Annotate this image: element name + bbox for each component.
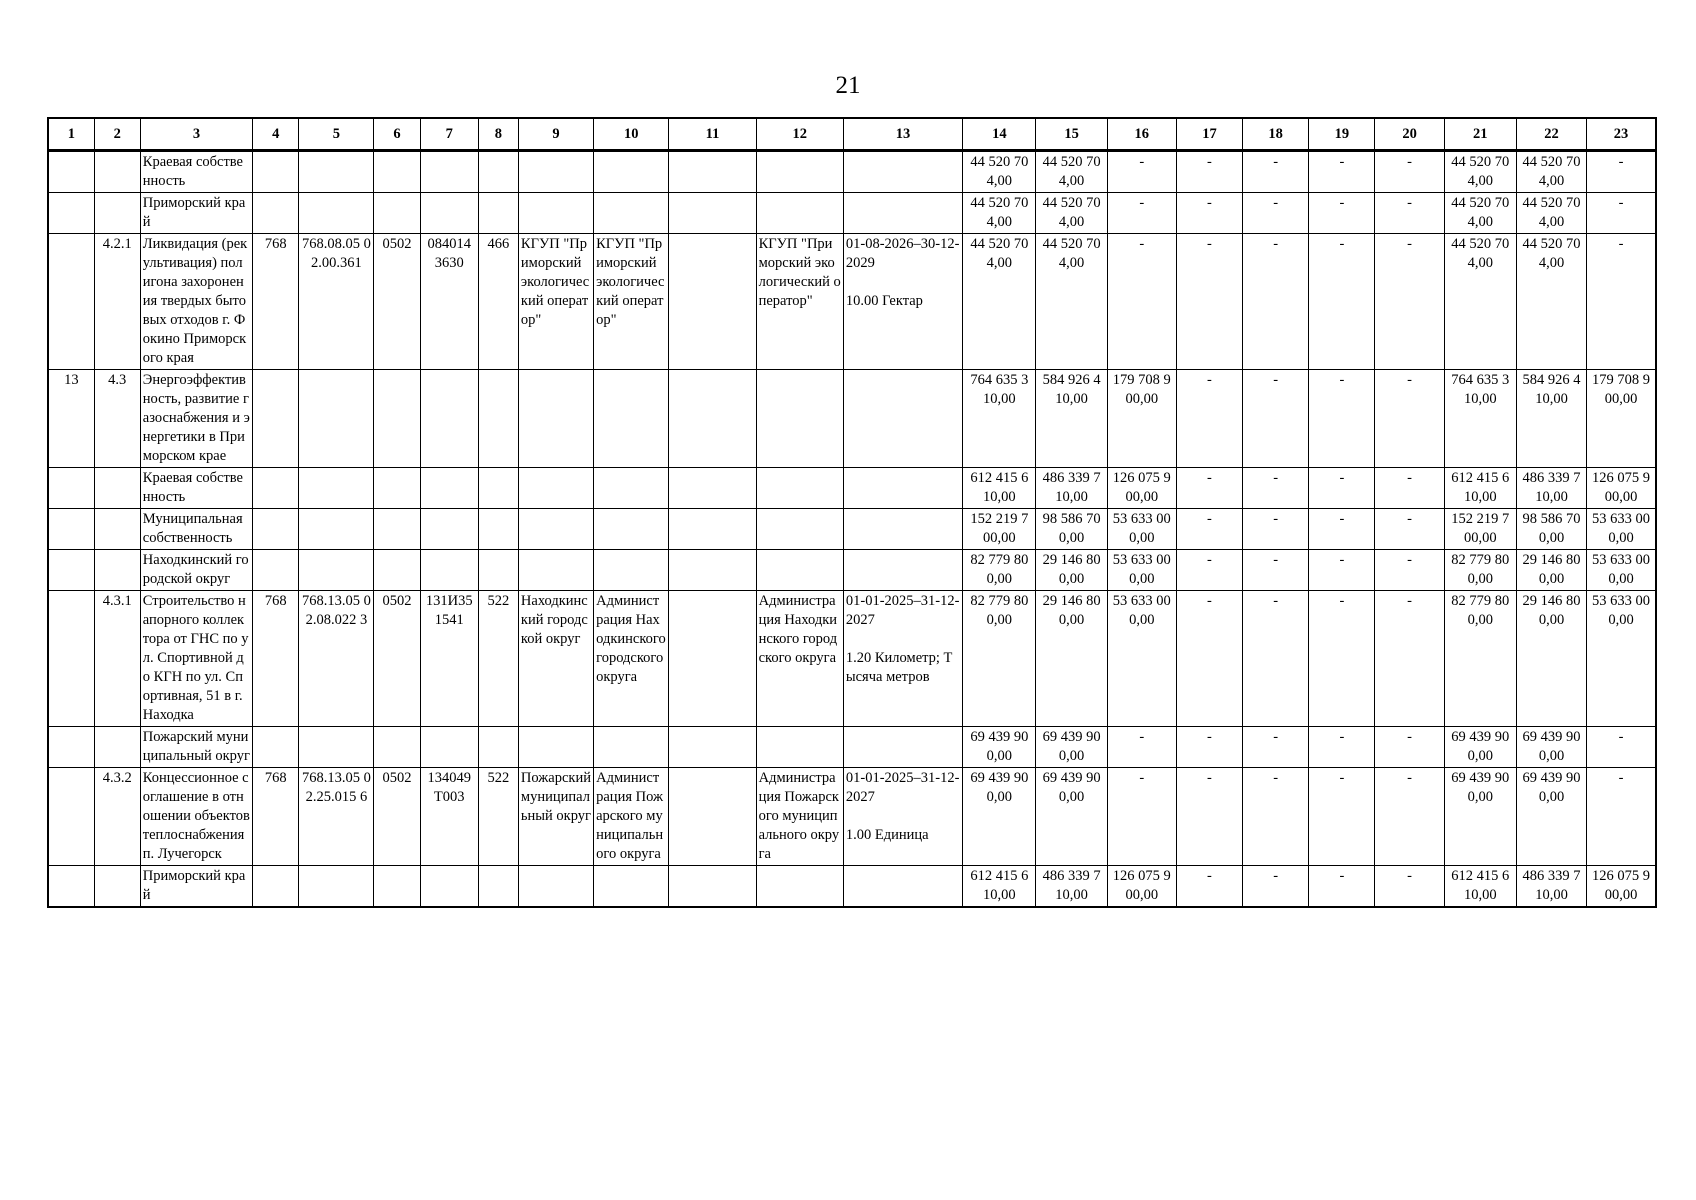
cell-col-1 — [48, 234, 94, 370]
cell-col-16: 53 633 00 0,00 — [1107, 509, 1176, 550]
cell-col-2 — [94, 866, 140, 908]
cell-col-17: - — [1176, 768, 1242, 866]
cell-col-20: - — [1375, 151, 1444, 193]
cell-col-3: Ликвидация (рекультивация) полигона захоронения твердых бытовых отходов г. Фокино Приморского края — [140, 234, 252, 370]
cell-col-2 — [94, 727, 140, 768]
cell-col-9 — [518, 550, 593, 591]
cell-col-11 — [669, 591, 756, 727]
cell-col-17: - — [1176, 234, 1242, 370]
column-header-16: 16 — [1107, 118, 1176, 151]
cell-col-8 — [478, 550, 518, 591]
cell-col-14: 69 439 90 0,00 — [963, 768, 1036, 866]
cell-col-7: 134049 Т003 — [420, 768, 478, 866]
cell-col-2 — [94, 509, 140, 550]
cell-col-3: Пожарский муниципальный округ — [140, 727, 252, 768]
cell-col-13: 01-01-2025–31-12-2027 1.00 Единица — [843, 768, 962, 866]
table-row — [48, 866, 1656, 908]
cell-col-22: 44 520 70 4,00 — [1516, 151, 1586, 193]
cell-col-9: Находкинский городской округ — [518, 591, 593, 727]
table-row — [48, 468, 1656, 509]
cell-col-10 — [594, 151, 669, 193]
cell-col-22: 29 146 80 0,00 — [1516, 550, 1586, 591]
cell-col-6 — [374, 151, 420, 193]
column-number-header-row — [48, 118, 1656, 151]
cell-col-5 — [299, 509, 374, 550]
cell-col-23: - — [1587, 151, 1656, 193]
column-header-8: 8 — [478, 118, 518, 151]
cell-col-8 — [478, 727, 518, 768]
cell-col-2 — [94, 550, 140, 591]
cell-col-15: 486 339 7 10,00 — [1036, 866, 1107, 908]
cell-col-16: 126 075 9 00,00 — [1107, 468, 1176, 509]
cell-col-1 — [48, 727, 94, 768]
cell-col-13 — [843, 468, 962, 509]
cell-col-1: 13 — [48, 370, 94, 468]
cell-col-15: 486 339 7 10,00 — [1036, 468, 1107, 509]
column-header-19: 19 — [1309, 118, 1375, 151]
cell-col-18: - — [1243, 591, 1309, 727]
cell-col-7 — [420, 151, 478, 193]
cell-col-12 — [756, 468, 843, 509]
cell-col-3: Краевая собственность — [140, 151, 252, 193]
cell-col-21: 44 520 70 4,00 — [1444, 234, 1516, 370]
cell-col-2: 4.3 — [94, 370, 140, 468]
cell-col-21: 152 219 7 00,00 — [1444, 509, 1516, 550]
cell-col-5 — [299, 866, 374, 908]
cell-col-12 — [756, 509, 843, 550]
cell-col-22: 44 520 70 4,00 — [1516, 193, 1586, 234]
cell-col-8 — [478, 193, 518, 234]
column-header-15: 15 — [1036, 118, 1107, 151]
cell-col-2: 4.2.1 — [94, 234, 140, 370]
cell-col-2: 4.3.2 — [94, 768, 140, 866]
cell-col-1 — [48, 151, 94, 193]
column-header-10: 10 — [594, 118, 669, 151]
column-header-2: 2 — [94, 118, 140, 151]
cell-col-20: - — [1375, 727, 1444, 768]
table-row — [48, 193, 1656, 234]
cell-col-19: - — [1309, 468, 1375, 509]
cell-col-21: 612 415 6 10,00 — [1444, 468, 1516, 509]
cell-col-23: - — [1587, 193, 1656, 234]
cell-col-18: - — [1243, 509, 1309, 550]
cell-col-11 — [669, 468, 756, 509]
cell-col-5 — [299, 151, 374, 193]
cell-col-4 — [253, 727, 299, 768]
cell-col-22: 69 439 90 0,00 — [1516, 727, 1586, 768]
cell-col-6 — [374, 468, 420, 509]
cell-col-6 — [374, 193, 420, 234]
cell-col-20: - — [1375, 370, 1444, 468]
cell-col-8 — [478, 370, 518, 468]
cell-col-11 — [669, 866, 756, 908]
cell-col-7 — [420, 193, 478, 234]
cell-col-13 — [843, 370, 962, 468]
cell-col-21: 82 779 80 0,00 — [1444, 550, 1516, 591]
cell-col-2 — [94, 468, 140, 509]
column-header-7: 7 — [420, 118, 478, 151]
cell-col-15: 584 926 4 10,00 — [1036, 370, 1107, 468]
cell-col-3: Приморский край — [140, 193, 252, 234]
cell-col-23: 126 075 9 00,00 — [1587, 866, 1656, 908]
cell-col-6 — [374, 550, 420, 591]
cell-col-16: - — [1107, 727, 1176, 768]
column-header-4: 4 — [253, 118, 299, 151]
cell-col-14: 612 415 6 10,00 — [963, 468, 1036, 509]
cell-col-19: - — [1309, 234, 1375, 370]
cell-col-20: - — [1375, 468, 1444, 509]
cell-col-14: 44 520 70 4,00 — [963, 234, 1036, 370]
table-row — [48, 550, 1656, 591]
cell-col-12 — [756, 151, 843, 193]
cell-col-13 — [843, 193, 962, 234]
cell-col-21: 69 439 90 0,00 — [1444, 768, 1516, 866]
page-number: 21 — [835, 72, 861, 99]
cell-col-12 — [756, 550, 843, 591]
cell-col-9 — [518, 468, 593, 509]
cell-col-5 — [299, 370, 374, 468]
cell-col-22: 69 439 90 0,00 — [1516, 768, 1586, 866]
cell-col-19: - — [1309, 193, 1375, 234]
cell-col-22: 486 339 7 10,00 — [1516, 468, 1586, 509]
cell-col-6 — [374, 370, 420, 468]
cell-col-8: 522 — [478, 768, 518, 866]
cell-col-16: 53 633 00 0,00 — [1107, 550, 1176, 591]
cell-col-12: КГУП "Приморский экологический оператор" — [756, 234, 843, 370]
table-row — [48, 768, 1656, 866]
cell-col-3: Строительство напорного коллектора от ГНС по ул. Спортивной до КГН по ул. Спортивная, 51 в г. Находка — [140, 591, 252, 727]
cell-col-11 — [669, 193, 756, 234]
cell-col-9 — [518, 193, 593, 234]
cell-col-5 — [299, 550, 374, 591]
cell-col-6: 0502 — [374, 234, 420, 370]
cell-col-9 — [518, 370, 593, 468]
cell-col-13 — [843, 509, 962, 550]
column-header-17: 17 — [1176, 118, 1242, 151]
cell-col-18: - — [1243, 151, 1309, 193]
cell-col-10 — [594, 468, 669, 509]
cell-col-20: - — [1375, 193, 1444, 234]
cell-col-12: Администрация Находкинского городского округа — [756, 591, 843, 727]
cell-col-15: 29 146 80 0,00 — [1036, 591, 1107, 727]
column-header-11: 11 — [669, 118, 756, 151]
cell-col-1 — [48, 550, 94, 591]
cell-col-19: - — [1309, 151, 1375, 193]
cell-col-4 — [253, 193, 299, 234]
cell-col-23: - — [1587, 768, 1656, 866]
cell-col-10: Администрация Находкинского городского округа — [594, 591, 669, 727]
cell-col-23: - — [1587, 727, 1656, 768]
cell-col-17: - — [1176, 151, 1242, 193]
cell-col-19: - — [1309, 866, 1375, 908]
cell-col-8 — [478, 151, 518, 193]
cell-col-17: - — [1176, 193, 1242, 234]
cell-col-21: 44 520 70 4,00 — [1444, 193, 1516, 234]
cell-col-2 — [94, 151, 140, 193]
cell-col-8: 522 — [478, 591, 518, 727]
column-header-23: 23 — [1587, 118, 1656, 151]
cell-col-6: 0502 — [374, 591, 420, 727]
cell-col-12 — [756, 193, 843, 234]
column-header-13: 13 — [843, 118, 962, 151]
cell-col-5 — [299, 727, 374, 768]
cell-col-10: КГУП "Приморский экологический оператор" — [594, 234, 669, 370]
cell-col-10 — [594, 193, 669, 234]
cell-col-15: 44 520 70 4,00 — [1036, 193, 1107, 234]
cell-col-19: - — [1309, 768, 1375, 866]
cell-col-15: 69 439 90 0,00 — [1036, 768, 1107, 866]
column-header-3: 3 — [140, 118, 252, 151]
cell-col-22: 584 926 4 10,00 — [1516, 370, 1586, 468]
cell-col-11 — [669, 727, 756, 768]
table-row — [48, 591, 1656, 727]
cell-col-16: - — [1107, 768, 1176, 866]
cell-col-4 — [253, 550, 299, 591]
cell-col-7 — [420, 727, 478, 768]
cell-col-23: 53 633 00 0,00 — [1587, 509, 1656, 550]
cell-col-23: 179 708 9 00,00 — [1587, 370, 1656, 468]
cell-col-3: Муниципальная собственность — [140, 509, 252, 550]
cell-col-21: 69 439 90 0,00 — [1444, 727, 1516, 768]
cell-col-11 — [669, 151, 756, 193]
cell-col-4 — [253, 866, 299, 908]
cell-col-10 — [594, 509, 669, 550]
cell-col-12: Администрация Пожарского муниципального округа — [756, 768, 843, 866]
cell-col-11 — [669, 370, 756, 468]
cell-col-10 — [594, 550, 669, 591]
cell-col-11 — [669, 234, 756, 370]
cell-col-1 — [48, 468, 94, 509]
cell-col-11 — [669, 509, 756, 550]
column-header-12: 12 — [756, 118, 843, 151]
cell-col-9 — [518, 151, 593, 193]
cell-col-7 — [420, 370, 478, 468]
cell-col-19: - — [1309, 370, 1375, 468]
cell-col-14: 44 520 70 4,00 — [963, 151, 1036, 193]
cell-col-7 — [420, 509, 478, 550]
table-row — [48, 370, 1656, 468]
table-body — [48, 151, 1656, 908]
cell-col-12 — [756, 727, 843, 768]
cell-col-12 — [756, 370, 843, 468]
cell-col-9 — [518, 727, 593, 768]
cell-col-17: - — [1176, 468, 1242, 509]
cell-col-8 — [478, 468, 518, 509]
cell-col-16: - — [1107, 151, 1176, 193]
cell-col-23: 53 633 00 0,00 — [1587, 591, 1656, 727]
cell-col-15: 98 586 70 0,00 — [1036, 509, 1107, 550]
cell-col-18: - — [1243, 370, 1309, 468]
cell-col-6 — [374, 866, 420, 908]
cell-col-10 — [594, 866, 669, 908]
cell-col-4: 768 — [253, 768, 299, 866]
column-header-20: 20 — [1375, 118, 1444, 151]
cell-col-7 — [420, 468, 478, 509]
cell-col-21: 612 415 6 10,00 — [1444, 866, 1516, 908]
cell-col-4 — [253, 370, 299, 468]
cell-col-5: 768.13.05 02.25.015 6 — [299, 768, 374, 866]
cell-col-18: - — [1243, 234, 1309, 370]
cell-col-3: Энергоэффективность, развитие газоснабжения и энергетики в Приморском крае — [140, 370, 252, 468]
cell-col-11 — [669, 768, 756, 866]
cell-col-20: - — [1375, 550, 1444, 591]
cell-col-3: Находкинский городской округ — [140, 550, 252, 591]
cell-col-4: 768 — [253, 591, 299, 727]
cell-col-8 — [478, 509, 518, 550]
cell-col-11 — [669, 550, 756, 591]
cell-col-17: - — [1176, 370, 1242, 468]
cell-col-4 — [253, 509, 299, 550]
cell-col-8: 466 — [478, 234, 518, 370]
cell-col-23: 53 633 00 0,00 — [1587, 550, 1656, 591]
cell-col-9 — [518, 509, 593, 550]
cell-col-22: 98 586 70 0,00 — [1516, 509, 1586, 550]
cell-col-18: - — [1243, 866, 1309, 908]
cell-col-17: - — [1176, 591, 1242, 727]
cell-col-8 — [478, 866, 518, 908]
cell-col-4 — [253, 151, 299, 193]
cell-col-16: 53 633 00 0,00 — [1107, 591, 1176, 727]
cell-col-13 — [843, 866, 962, 908]
cell-col-9: КГУП "Приморский экологический оператор" — [518, 234, 593, 370]
cell-col-19: - — [1309, 591, 1375, 727]
cell-col-14: 44 520 70 4,00 — [963, 193, 1036, 234]
cell-col-16: - — [1107, 193, 1176, 234]
cell-col-10: Администрация Пожарского муниципального округа — [594, 768, 669, 866]
column-header-1: 1 — [48, 118, 94, 151]
cell-col-20: - — [1375, 509, 1444, 550]
column-header-9: 9 — [518, 118, 593, 151]
cell-col-4: 768 — [253, 234, 299, 370]
cell-col-16: 179 708 9 00,00 — [1107, 370, 1176, 468]
cell-col-1 — [48, 591, 94, 727]
cell-col-23: - — [1587, 234, 1656, 370]
cell-col-4 — [253, 468, 299, 509]
column-header-5: 5 — [299, 118, 374, 151]
cell-col-9: Пожарский муниципальный округ — [518, 768, 593, 866]
cell-col-20: - — [1375, 866, 1444, 908]
cell-col-19: - — [1309, 550, 1375, 591]
table-row — [48, 234, 1656, 370]
cell-col-21: 44 520 70 4,00 — [1444, 151, 1516, 193]
cell-col-21: 764 635 3 10,00 — [1444, 370, 1516, 468]
cell-col-23: 126 075 9 00,00 — [1587, 468, 1656, 509]
cell-col-18: - — [1243, 193, 1309, 234]
cell-col-2 — [94, 193, 140, 234]
cell-col-2: 4.3.1 — [94, 591, 140, 727]
cell-col-3: Приморский край — [140, 866, 252, 908]
cell-col-13: 01-08-2026–30-12-2029 10.00 Гектар — [843, 234, 962, 370]
cell-col-13 — [843, 550, 962, 591]
cell-col-6 — [374, 727, 420, 768]
cell-col-16: - — [1107, 234, 1176, 370]
cell-col-5: 768.13.05 02.08.022 3 — [299, 591, 374, 727]
cell-col-18: - — [1243, 550, 1309, 591]
table-row — [48, 151, 1656, 193]
cell-col-14: 764 635 3 10,00 — [963, 370, 1036, 468]
cell-col-6: 0502 — [374, 768, 420, 866]
cell-col-14: 152 219 7 00,00 — [963, 509, 1036, 550]
cell-col-17: - — [1176, 866, 1242, 908]
cell-col-9 — [518, 866, 593, 908]
cell-col-6 — [374, 509, 420, 550]
cell-col-15: 69 439 90 0,00 — [1036, 727, 1107, 768]
cell-col-1 — [48, 768, 94, 866]
cell-col-18: - — [1243, 468, 1309, 509]
cell-col-18: - — [1243, 768, 1309, 866]
cell-col-13 — [843, 151, 962, 193]
cell-col-1 — [48, 866, 94, 908]
cell-col-15: 44 520 70 4,00 — [1036, 234, 1107, 370]
cell-col-20: - — [1375, 234, 1444, 370]
table-row — [48, 509, 1656, 550]
cell-col-3: Краевая собственность — [140, 468, 252, 509]
cell-col-7 — [420, 866, 478, 908]
cell-col-22: 44 520 70 4,00 — [1516, 234, 1586, 370]
column-header-6: 6 — [374, 118, 420, 151]
table-row — [48, 727, 1656, 768]
cell-col-7: 131И35 1541 — [420, 591, 478, 727]
column-header-18: 18 — [1243, 118, 1309, 151]
cell-col-15: 29 146 80 0,00 — [1036, 550, 1107, 591]
cell-col-16: 126 075 9 00,00 — [1107, 866, 1176, 908]
cell-col-20: - — [1375, 768, 1444, 866]
cell-col-7 — [420, 550, 478, 591]
cell-col-5: 768.08.05 02.00.361 — [299, 234, 374, 370]
cell-col-5 — [299, 193, 374, 234]
cell-col-14: 612 415 6 10,00 — [963, 866, 1036, 908]
budget-table — [47, 117, 1657, 908]
cell-col-17: - — [1176, 550, 1242, 591]
cell-col-15: 44 520 70 4,00 — [1036, 151, 1107, 193]
cell-col-14: 82 779 80 0,00 — [963, 591, 1036, 727]
cell-col-10 — [594, 727, 669, 768]
cell-col-1 — [48, 193, 94, 234]
cell-col-19: - — [1309, 509, 1375, 550]
cell-col-5 — [299, 468, 374, 509]
cell-col-17: - — [1176, 509, 1242, 550]
cell-col-14: 69 439 90 0,00 — [963, 727, 1036, 768]
cell-col-7: 084014 3630 — [420, 234, 478, 370]
cell-col-20: - — [1375, 591, 1444, 727]
cell-col-17: - — [1176, 727, 1242, 768]
cell-col-12 — [756, 866, 843, 908]
cell-col-1 — [48, 509, 94, 550]
cell-col-18: - — [1243, 727, 1309, 768]
cell-col-14: 82 779 80 0,00 — [963, 550, 1036, 591]
cell-col-13: 01-01-2025–31-12-2027 1.20 Километр; Тысяча метров — [843, 591, 962, 727]
column-header-14: 14 — [963, 118, 1036, 151]
cell-col-19: - — [1309, 727, 1375, 768]
cell-col-22: 486 339 7 10,00 — [1516, 866, 1586, 908]
column-header-22: 22 — [1516, 118, 1586, 151]
cell-col-13 — [843, 727, 962, 768]
cell-col-3: Концессионное соглашение в отношении объектов теплоснабжения п. Лучегорск — [140, 768, 252, 866]
cell-col-22: 29 146 80 0,00 — [1516, 591, 1586, 727]
cell-col-10 — [594, 370, 669, 468]
cell-col-21: 82 779 80 0,00 — [1444, 591, 1516, 727]
column-header-21: 21 — [1444, 118, 1516, 151]
